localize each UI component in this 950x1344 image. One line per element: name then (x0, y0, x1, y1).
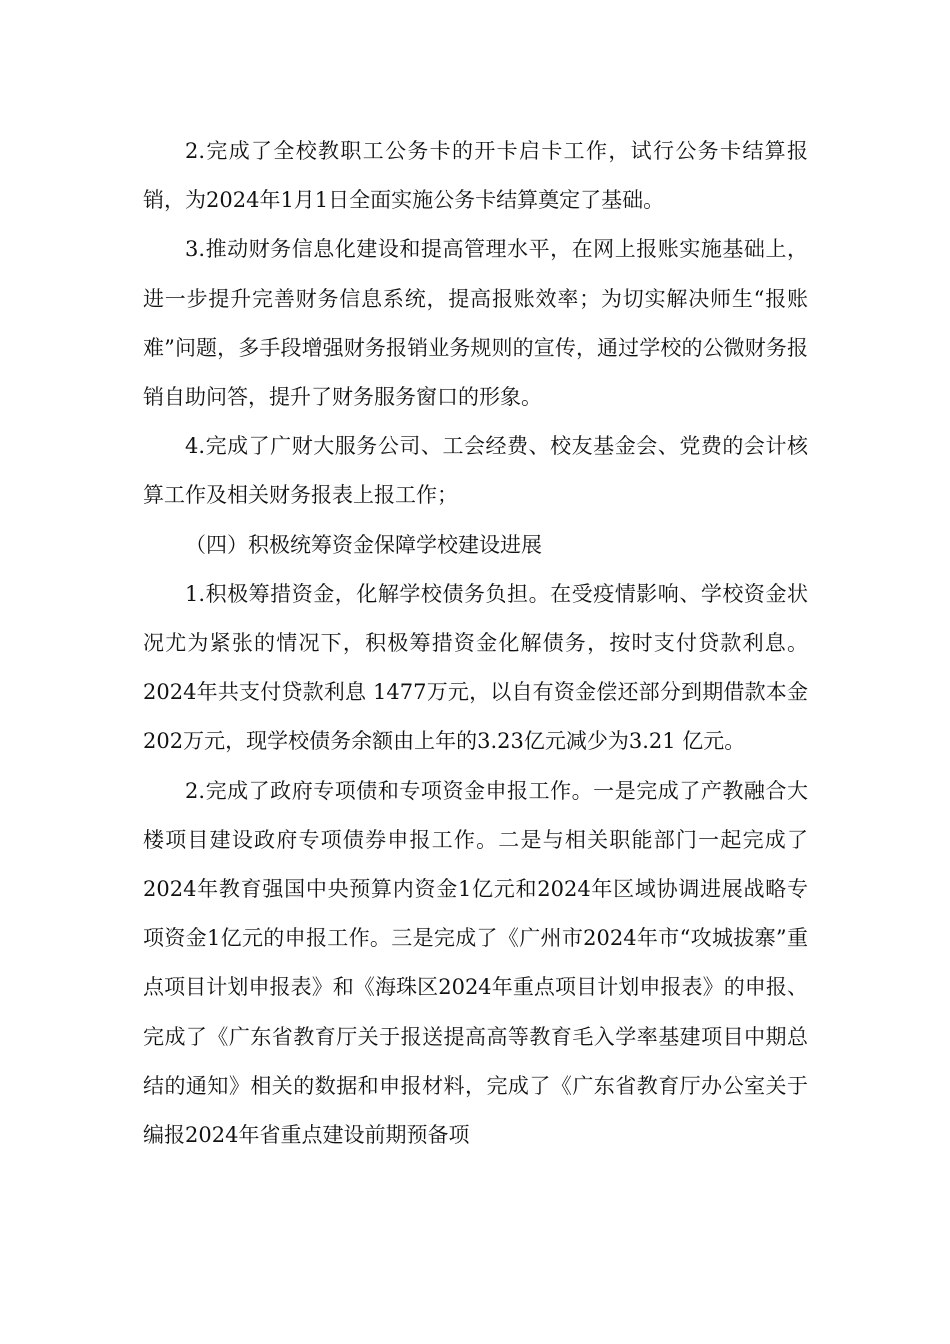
section-heading: （四）积极统筹资金保障学校建设进展 (185, 532, 542, 557)
paragraph-card-settlement: 2.完成了全校教职工公务卡的开卡启卡工作，试行公务卡结算报销，为2024年1月1日全面实施公务卡结算奠定了基础。 (143, 139, 808, 213)
document-body (143, 127, 808, 1160)
paragraph-debt-reduction: 1.积极筹措资金，化解学校债务负担。在受疫情影响、学校资金状况尤为紧张的情况下，积极筹措资金化解债务，按时支付贷款利息。2024年共支付贷款利息 1477万元，以自有资金偿还部分到期借款本金 202万元，现学校债务余额由上年的3.23亿元减少为3.21 亿元。 (143, 581, 808, 754)
paragraph-special-bonds: 2.完成了政府专项债和专项资金申报工作。一是完成了产教融合大楼项目建设政府专项债券申报工作。二是与相关职能部门一起完成了2024年教育强国中央预算内资金1亿元和2024年区域协调进展战略专项资金1亿元的申报工作。三是完成了《广州市2024年市“攻城拔寨”重点项目计划申报表》和《海珠区2024年重点项目计划申报表》的申报、完成了《广东省教育厅关于报送提高高等教育毛入学率基建项目中期总结的通知》相关的数据和申报材料，完成了《广东省教育厅办公室关于编报2024年省重点建设前期预备项 (143, 778, 808, 1148)
paragraph-accounting-work: 4.完成了广财大服务公司、工会经费、校友基金会、党费的会计核算工作及相关财务报表上报工作； (143, 434, 808, 508)
paragraph-finance-informatization: 3.推动财务信息化建设和提高管理水平，在网上报账实施基础上，进一步提升完善财务信息系统，提高报账效率；为切实解决师生“报账难”问题，多手段增强财务报销业务规则的宣传，通过学校的公微财务报销自助问答，提升了财务服务窗口的形象。 (143, 237, 808, 410)
